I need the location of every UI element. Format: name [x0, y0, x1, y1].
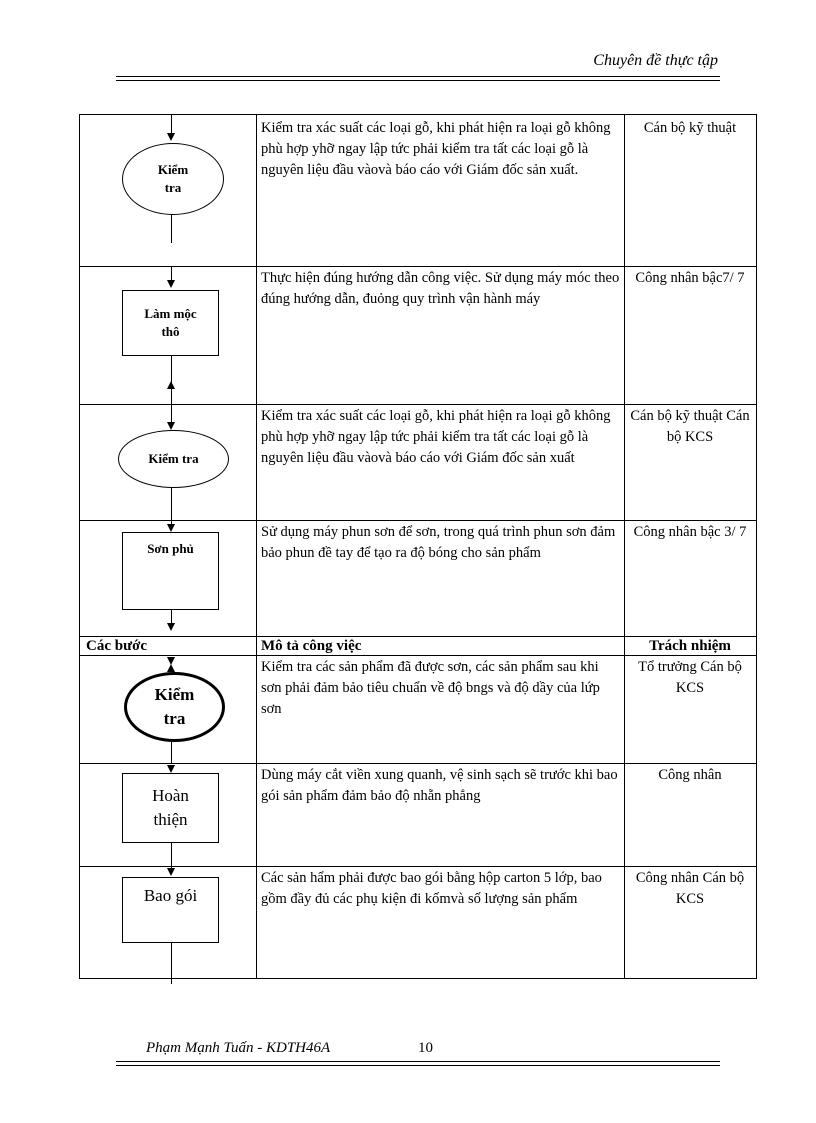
- arrow-head-down: [167, 623, 175, 631]
- row-description: Kiểm tra xác suất các loại gỗ, khi phát hiện ra loại gỗ không phù hợp yhỡ ngay lập tức phải kiểm tra tất các loại gỗ là nguyên liệu đầu vàovà báo cáo với Giám đốc sản xuất.: [261, 120, 611, 178]
- row-divider: [80, 404, 756, 405]
- column-header-description: Mô tả công việc: [261, 638, 362, 654]
- process-table: [79, 114, 757, 979]
- step-label: Hoàn thiện: [152, 786, 189, 829]
- row-description: Kiểm tra xác suất các loại gỗ, khi phát hiện ra loại gỗ không phù hợp yhỡ ngay lập tức phải kiểm tra tất các loại gỗ là nguyên liệu đầu vàovà báo cáo với Giám đốc sản xuất: [261, 408, 611, 466]
- row-responsibility: Công nhân Cán bộ KCS: [635, 870, 745, 907]
- arrow-head-up: [167, 381, 175, 389]
- row-description: Dùng máy cắt viền xung quanh, vệ sinh sạch sẽ trước khi bao gói sản phẩm đảm bảo độ nhẵn phẳng: [261, 767, 618, 804]
- arrow-head-down: [167, 868, 175, 876]
- step-node-rough-carpentry: [122, 290, 219, 356]
- column-divider-1: [256, 115, 257, 978]
- step-label: Kiểm tra: [148, 451, 199, 466]
- footer-rule-top: [116, 1061, 720, 1062]
- row-responsibility: Tổ trưởng Cán bộ KCS: [638, 659, 742, 696]
- arrow-head-down: [167, 280, 175, 288]
- step-node-paint-coating: [122, 532, 219, 610]
- arrow-head-down: [167, 524, 175, 532]
- step-node-packaging: [122, 877, 219, 943]
- row-divider: [80, 763, 756, 764]
- step-node-check: [124, 672, 225, 742]
- row-divider: [80, 266, 756, 267]
- arrow-line: [171, 843, 172, 866]
- row-divider: [80, 866, 756, 867]
- row-responsibility: Cán bộ kỹ thuật: [643, 120, 737, 136]
- row-description: Sử dụng máy phun sơn để sơn, trong quá trình phun sơn đảm bảo phun đề tay để tạo ra độ bóng cho sản phẩm: [261, 524, 616, 561]
- column-divider-2: [624, 115, 625, 978]
- arrow-head-up: [167, 664, 175, 672]
- arrow-line: [171, 356, 172, 404]
- row-description: Kiểm tra các sản phẩm đã được sơn, các sản phẩm sau khi sơn phải đảm bảo tiêu chuẩn về độ bngs và độ dầy của lứp sơn: [261, 659, 600, 717]
- arrow-line: [171, 943, 172, 979]
- arrow-head-down: [167, 765, 175, 773]
- row-responsibility: Công nhân bậc 3/ 7: [633, 524, 747, 540]
- arrow-line: [171, 404, 172, 424]
- row-responsibility: Cán bộ kỹ thuật Cán bộ KCS: [630, 408, 750, 445]
- continuation-line: [171, 978, 172, 984]
- row-responsibility: Công nhân bậc7/ 7: [635, 270, 745, 286]
- row-responsibility: Công nhân: [658, 767, 722, 783]
- row-description: Các sản hẩm phải được bao gói bằng hộp carton 5 lớp, bao gồm đầy đủ các phụ kiện đi kốmvà số lượng sản phẩm: [261, 870, 602, 907]
- header-title: Chuyên đề thực tập: [593, 52, 718, 69]
- row-divider: [80, 655, 756, 656]
- arrow-head-down: [167, 133, 175, 141]
- arrow-line: [171, 742, 172, 763]
- step-label: Làm mộc thô: [144, 306, 197, 339]
- step-label: Kiểm tra: [154, 685, 195, 728]
- arrow-line: [171, 610, 172, 624]
- step-label: Bao gói: [143, 886, 198, 905]
- header-rule-bottom: [116, 80, 720, 81]
- row-description: Thực hiện đúng hướng dẫn công việc. Sử dụng máy móc theo đúng hướng dẫn, đuỏng quy trình vận hành máy: [261, 270, 620, 307]
- step-label: Kiểm tra: [157, 162, 189, 195]
- footer-rule-bottom: [116, 1065, 720, 1066]
- step-node-check: [122, 143, 224, 215]
- arrow-head-down: [167, 422, 175, 430]
- arrow-line: [171, 488, 172, 520]
- arrow-line: [171, 215, 172, 243]
- step-label: Sơn phủ: [147, 541, 194, 556]
- column-header-steps: Các bước: [86, 638, 148, 654]
- column-header-responsibility: Trách nhiệm: [649, 638, 731, 654]
- step-node-finishing: [122, 773, 219, 843]
- arrow-line: [171, 115, 172, 135]
- step-node-check: [118, 430, 229, 488]
- footer-author: Phạm Mạnh Tuấn - KDTH46A: [146, 1040, 331, 1056]
- header-rule-top: [116, 76, 720, 77]
- page-number: 10: [418, 1040, 433, 1056]
- row-divider: [80, 520, 756, 521]
